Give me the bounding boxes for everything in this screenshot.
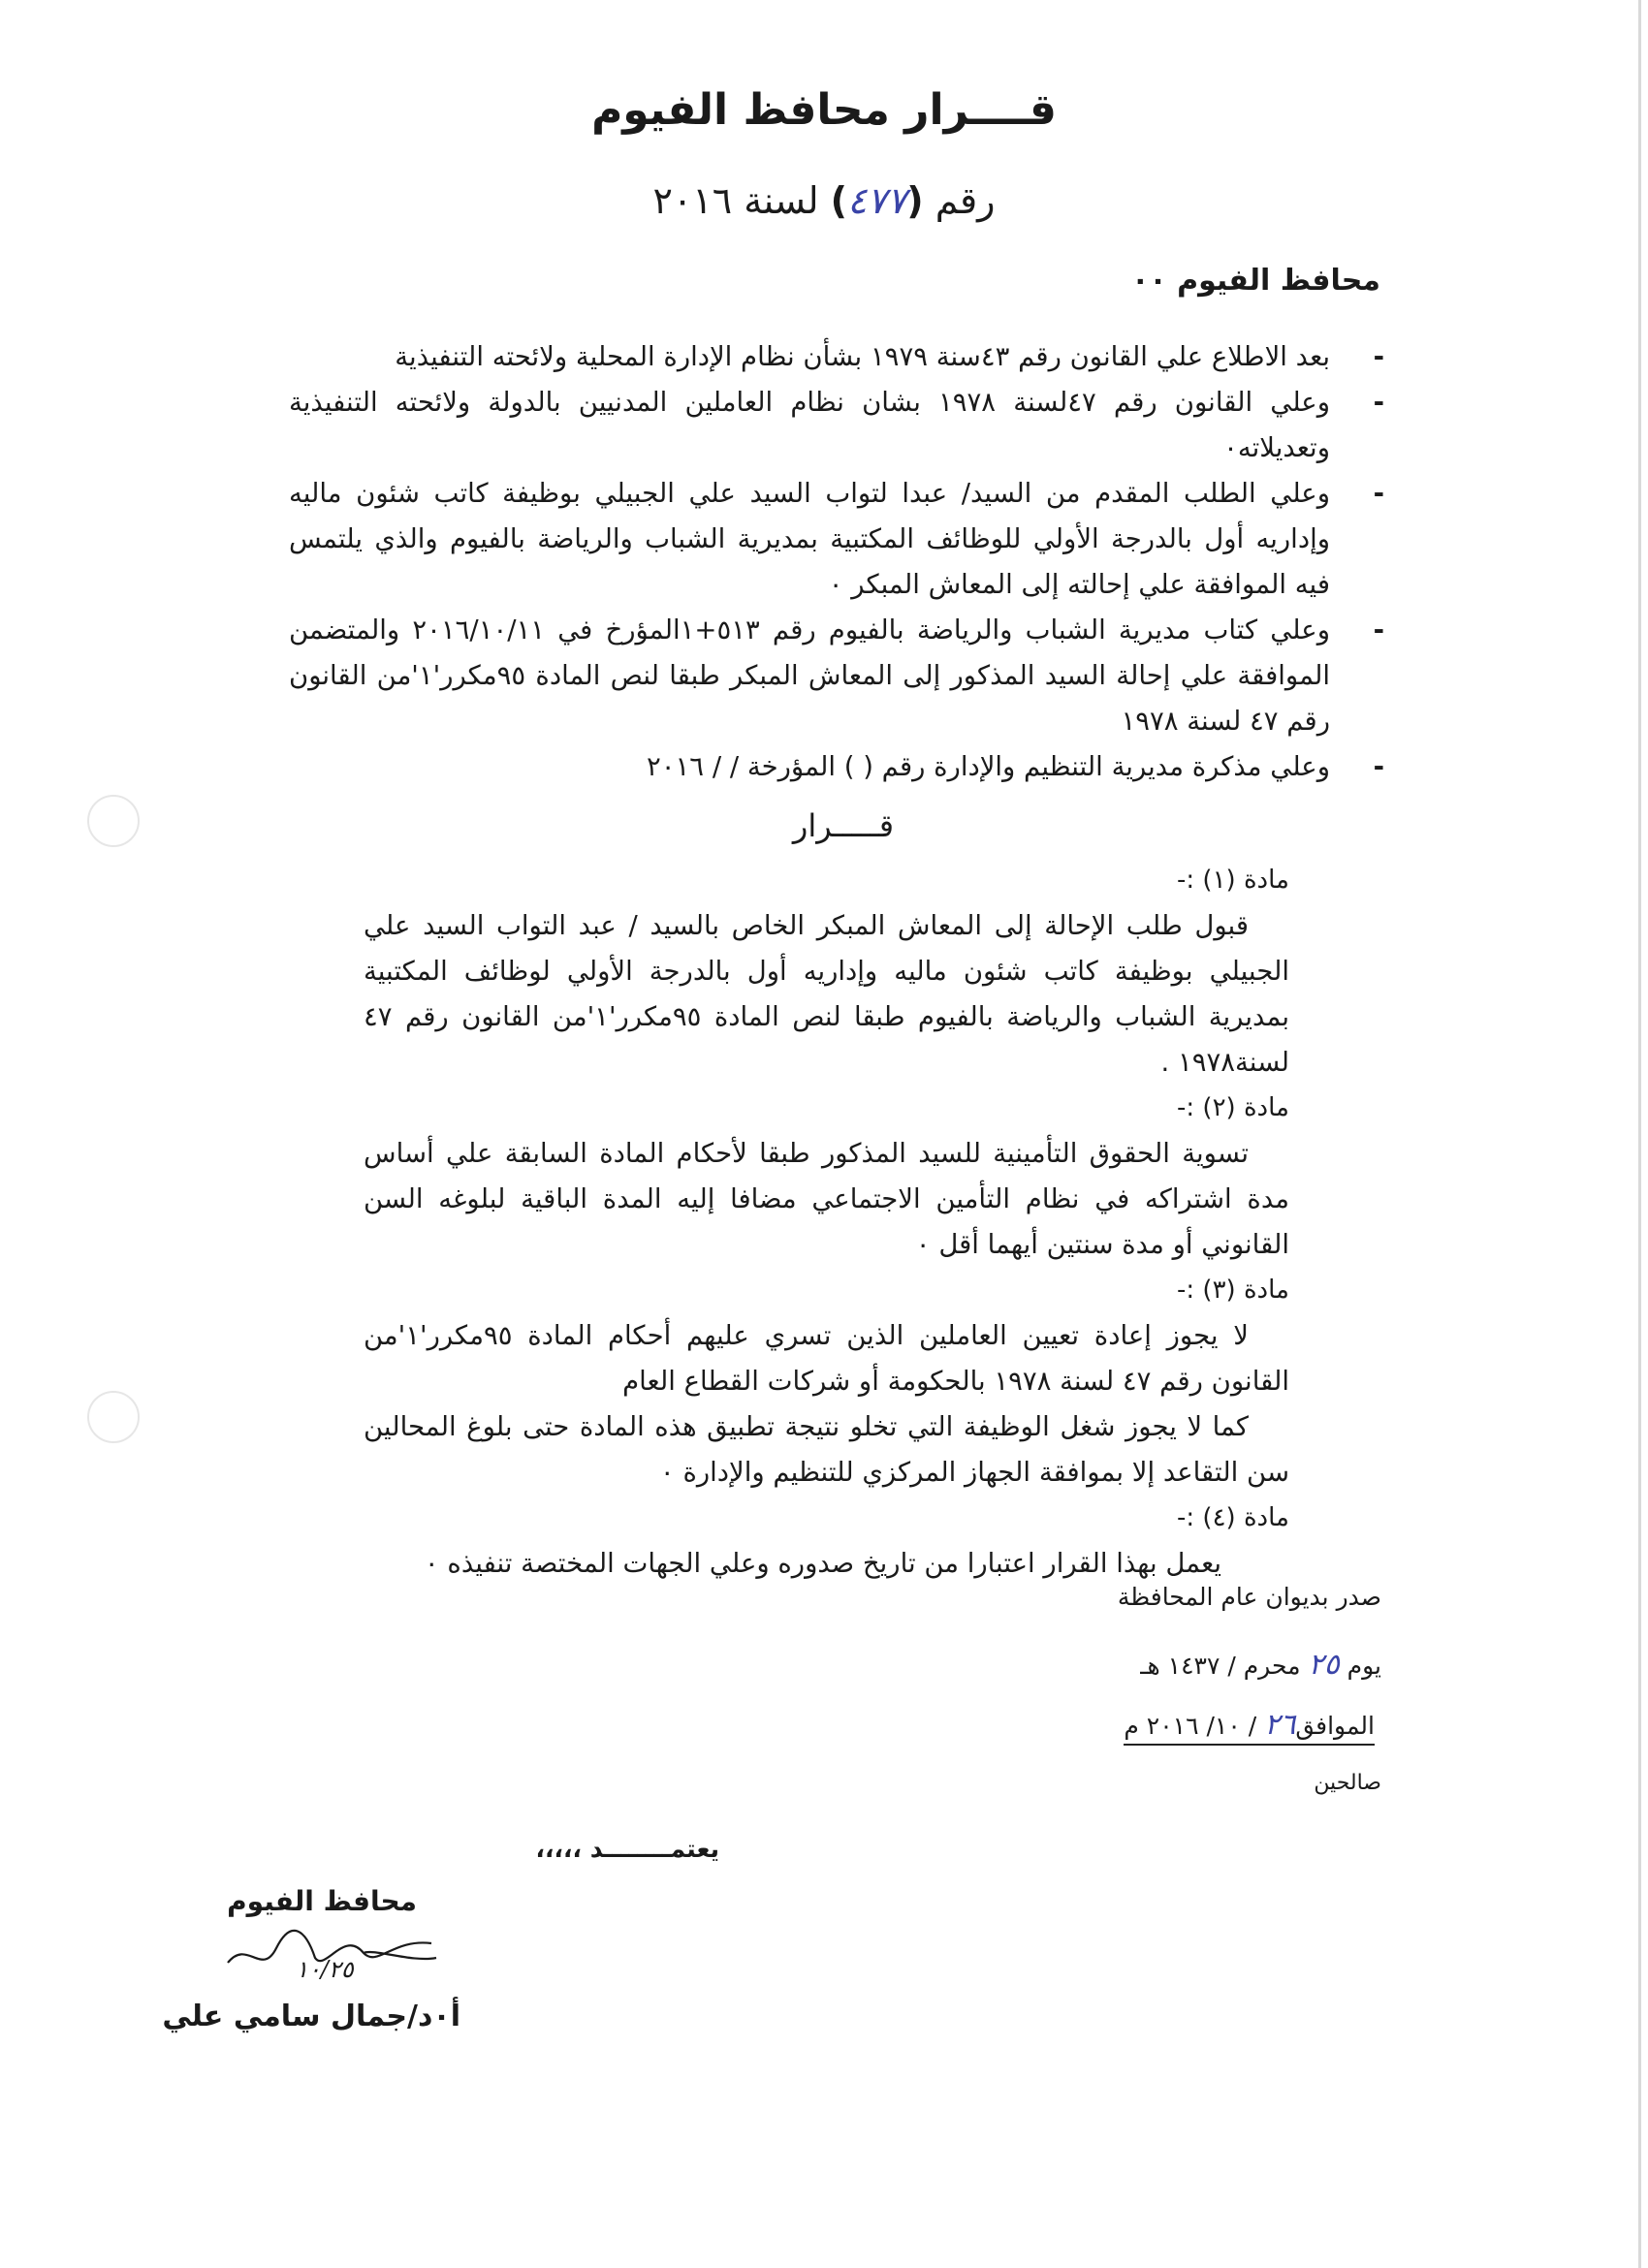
article-text: يعمل بهذا القرار اعتبارا من تاريخ صدوره وعلي الجهات المختصة تنفيذه ٠ [424,1548,1221,1579]
article-title: مادة (٢) :- [1177,1093,1289,1122]
gregorian-date-prefix: الموافق [1295,1712,1375,1740]
article-text: كما لا يجوز شغل الوظيفة التي تخلو نتيجة تطبيق هذه المادة حتى بلوغ المحالين سن التقاعد إلا بموافقة الجهاز المركزي للتنظيم والإدارة ٠ [364,1411,1289,1488]
preamble-item: - وعلي كتاب مديرية الشباب والرياضة بالفيوم رقم ٥١٣+١المؤرخ في ٢٠١٦/١٠/١١ والمتضمن الموافقة علي إحالة السيد المذكور إلى المعاش المبكر طبقا لنص المادة ٩٥مكرر'١'من القانون رقم ٤٧ لسنة ١٩٧٨ [289,608,1384,744]
article-title: مادة (١) :- [1177,866,1289,895]
issued-at: صدر بديوان عام المحافظة [1117,1583,1381,1611]
decree-title: قــــرار محافظ الفيوم [591,85,1057,135]
articles-section [364,858,1289,1587]
addressee: محافظ الفيوم ٠٠ [1131,264,1380,298]
gregorian-date [1124,1708,1375,1746]
decree-number-value: ٤٧٧ [847,179,907,222]
article-text: قبول طلب الإحالة إلى المعاش المبكر الخاص بالسيد / عبد التواب السيد علي الجبيلي بوظيفة كاتب شئون ماليه وإداريه أول بالدرجة الأولي لوظائف المكتبية بمديرية الشباب والرياضة بالفيوم طبقا لنص المادة ٩٥مكرر'١'من القانون رقم ٤٧ لسنة١٩٧٨ . [364,910,1289,1078]
preamble-item: - وعلي مذكرة مديرية التنظيم والإدارة رقم ( ) المؤرخة / / ٢٠١٦ [289,744,1384,790]
decree-number-prefix: رقم [935,179,996,222]
preamble-list [289,334,1384,790]
hijri-date-prefix: يوم [1347,1652,1381,1680]
gregorian-day: ٢٦ [1264,1708,1296,1742]
approval-line: يعتمــــــــد ،،،،، [535,1835,719,1863]
signatory-name: أ٠د/جمال سامي علي [162,2000,460,2033]
preamble-item: - وعلي القانون رقم ٤٧لسنة ١٩٧٨ بشان نظام العاملين المدنيين بالدولة ولائحته التنفيذية وتعديلاته٠ [289,380,1384,471]
hijri-date [1140,1648,1381,1682]
decision-heading: قـــــرار [792,807,895,844]
gregorian-date-rest: / ١٠/ ٢٠١٦ م [1124,1712,1257,1740]
article-text: تسوية الحقوق التأمينية للسيد المذكور طبقا لأحكام المادة السابقة علي أساس مدة اشتراكه في نظام التأمين الاجتماعي مضافا إليه المدة الباقية لبلوغه السن القانوني أو مدة سنتين أيهما أقل ٠ [364,1138,1289,1260]
hijri-date-rest: محرم / ١٤٣٧ هـ [1140,1652,1301,1680]
signature-date: ١٠/٢٥ [296,1956,354,1983]
punch-hole-bottom [87,1391,140,1443]
hijri-day: ٢٥ [1308,1648,1340,1682]
article-title: مادة (٤) :- [1177,1503,1289,1532]
signatory-role: محافظ الفيوم [227,1885,417,1917]
scan-edge [1638,0,1641,2268]
decree-number: رقم (٤٧٧) لسنة ٢٠١٦ [652,179,996,222]
article-title: مادة (٣) :- [1177,1276,1289,1305]
preamble-item: - وعلي الطلب المقدم من السيد/ عبدا لتواب السيد علي الجبيلي بوظيفة كاتب شئون ماليه وإداريه أول بالدرجة الأولي للوظائف المكتبية بمديرية الشباب والرياضة بالفيوم والذي يلتمس فيه الموافقة علي إحالته إلى المعاش المبكر ٠ [289,471,1384,608]
preamble-item: - بعد الاطلاع علي القانون رقم ٤٣سنة ١٩٧٩ بشأن نظام الإدارة المحلية ولائحته التنفيذية [289,334,1384,380]
article-text: لا يجوز إعادة تعيين العاملين الذين تسري عليهم أحكام المادة ٩٥مكرر'١'من القانون رقم ٤٧ لسنة ١٩٧٨ بالحكومة أو شركات القطاع العام [364,1320,1289,1397]
decree-number-suffix: لسنة ٢٠١٦ [652,179,819,222]
weekday: صالحين [1314,1771,1381,1795]
